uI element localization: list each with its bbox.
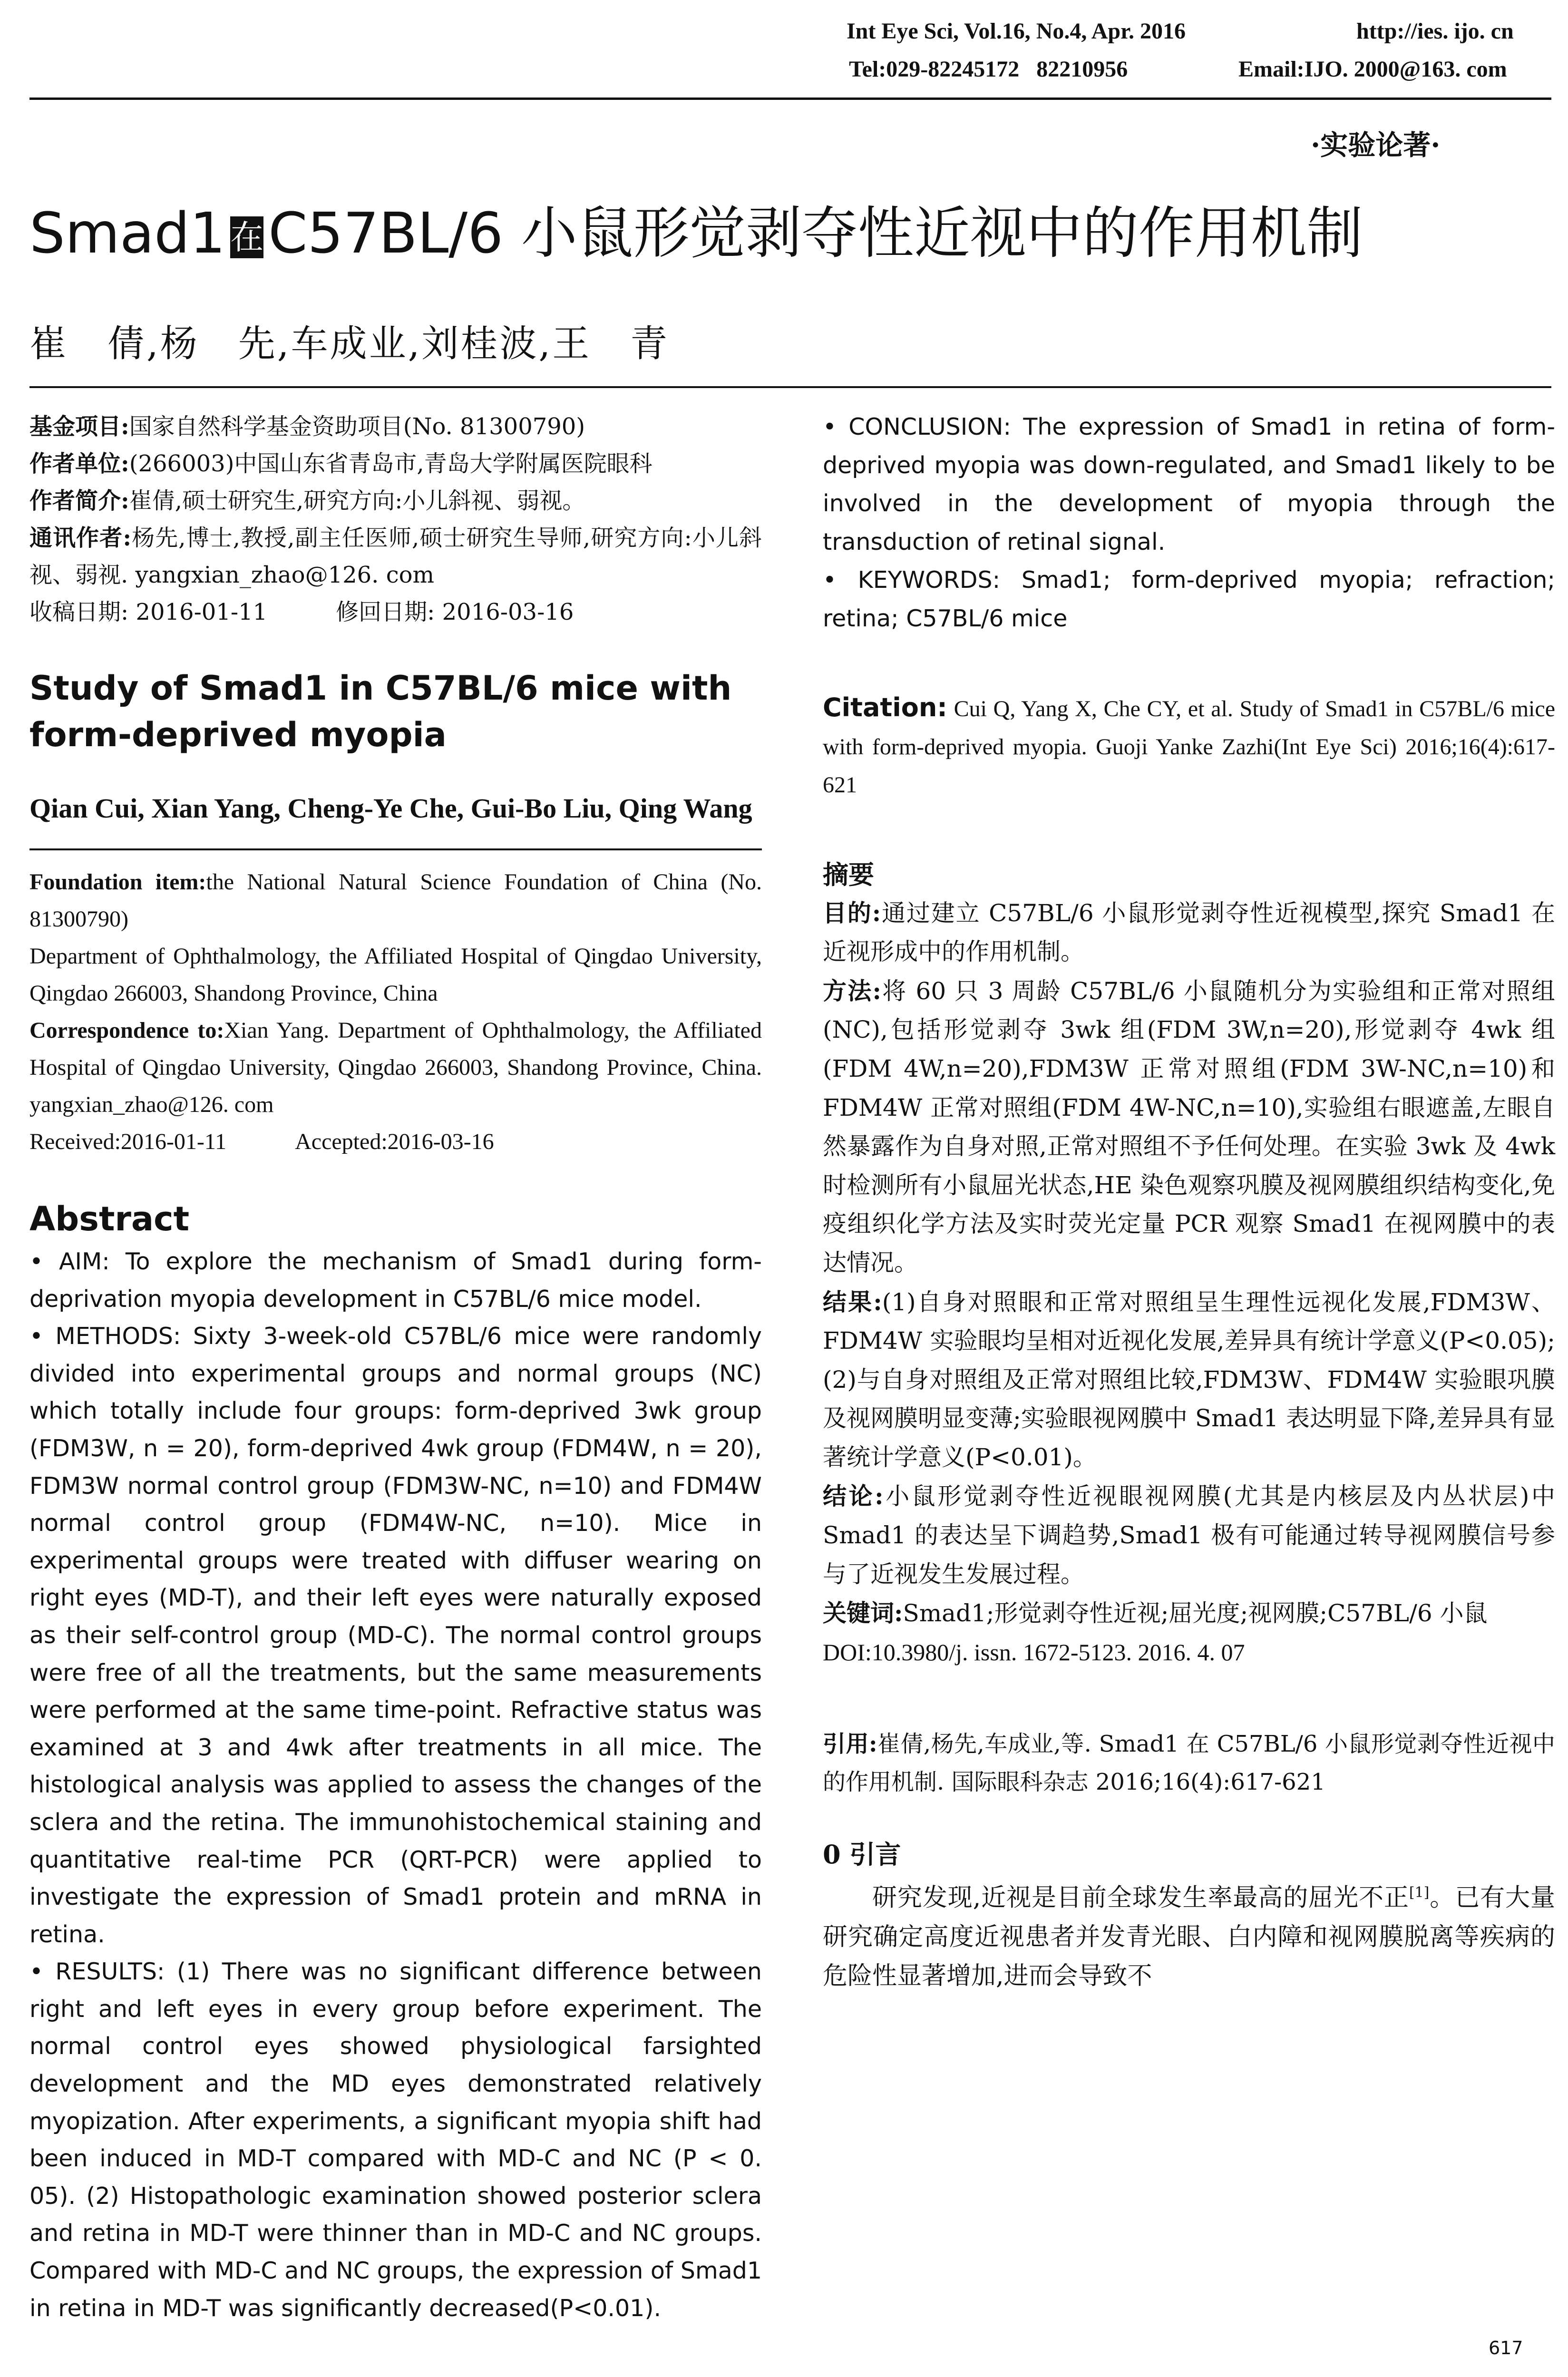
authors-rule — [29, 386, 1551, 388]
authors-cn: 崔 倩,杨 先,车成业,刘桂波,王 青 — [29, 322, 670, 365]
abstract-results: • RESULTS: (1) There was no significant difference between right and left eyes in every group before experiment. The normal control eyes showed physiological farsighted development and the MD eyes demonstrated relatively myopization. After experiments, a significant myopia shift had been induced in MD-T compared with MD-C and NC (P < 0. 05). (2) Histopathologic examination showed posterior sclera and retina in MD-T were thinner than in MD-C and NC groups. Compared with MD-C and NC groups, the expression of Smad1 in retina in MD-T was significantly decreased(P<0.01). — [29, 1958, 762, 2322]
abstract-body-left — [29, 1243, 762, 2327]
header-rule — [29, 97, 1551, 100]
cn-results: 结果:(1)自身对照眼和正常对照组呈生理性远视化发展,FDM3W、FDM4W 实验眼均呈相对近视化发展,差异具有统计学意义(P<0.05);(2)与自身对照组及正常对照组比较,FDM3W、FDM4W 实验眼巩膜及视网膜明显变薄;实验眼视网膜中 Smad1 表达明显下降,差异具有显著统计学意义(P<0.01)。 — [823, 1287, 1555, 1471]
article-title — [29, 200, 1363, 266]
abstract-heading: Abstract — [29, 1199, 190, 1238]
info-block-en — [29, 864, 762, 1160]
department-en: Department of Ophthalmology, the Affiliated Hospital of Qingdao University, Qingdao 266003, Shandong Province, China — [29, 944, 762, 1006]
journal-tel: Tel:029-82245172 82210956 — [849, 57, 1128, 82]
cn-citation: 引用:崔倩,杨先,车成业,等. Smad1 在 C57BL/6 小鼠形觉剥夺性近视中的作用机制. 国际眼科杂志 2016;16(4):617-621 — [823, 1731, 1555, 1796]
citation-en: Citation: Cui Q, Yang X, Che CY, et al. Study of Smad1 in C57BL/6 mice with form-deprived myopia. Guoji Yanke Zazhi(Int Eye Sci) 2016;16(4):617-621 — [823, 692, 1555, 798]
correspondence-en: Correspondence to:Xian Yang. Department of Ophthalmology, the Affiliated Hospital of Qingdao University, Qingdao 266003, Shandong Province, China. yangxian_zhao@126. com — [29, 1018, 762, 1117]
info-correspondence-cn: 通讯作者:杨先,博士,教授,副主任医师,硕士研究生导师,研究方向:小儿斜视、弱视. yangxian_zhao@126. com — [29, 525, 762, 588]
intro-body: 研究发现,近视是目前全球发生率最高的屈光不正[1]。已有大量研究确定高度近视患者并发青光眼、白内障和视网膜脱离等疾病的危险性显著增加,进而会导致不 — [823, 1883, 1555, 1990]
title-part2: C57BL/6 小鼠形觉剥夺性近视中的作用机制 — [268, 200, 1363, 266]
en-info-rule — [29, 848, 762, 850]
journal-url[interactable]: http://ies. ijo. cn — [1356, 19, 1514, 44]
info-block-cn — [29, 408, 762, 631]
intro-ref[interactable]: [1] — [1409, 1884, 1430, 1901]
abstract-conclusion: • CONCLUSION: The expression of Smad1 in retina of form-deprived myopia was down-regulated, and Smad1 likely to be involved in the development of myopia through the transduction of retinal signal. — [823, 413, 1556, 555]
cn-aim: 目的:通过建立 C57BL/6 小鼠形觉剥夺性近视模型,探究 Smad1 在近视形成中的作用机制。 — [823, 898, 1555, 966]
cn-doi[interactable]: DOI:10.3980/j. issn. 1672-5123. 2016. 4. 07 — [823, 1638, 1245, 1666]
cn-methods: 方法:将 60 只 3 周龄 C57BL/6 小鼠随机分为实验组和正常对照组(NC),包括形觉剥夺 3wk 组(FDM 3W,n=20),形觉剥夺 4wk 组(FDM 4W,n=20),FDM3W 正常对照组(FDM 3W-NC,n=10)和 FDM4W 正常对照组(FDM 4W-NC,n=10),实验组右眼遮盖,左眼自然暴露作为自身对照,正常对照组不予任何处理。在实验 3wk 及 4wk 时检测所有小鼠屈光状态,HE 染色观察巩膜及视网膜组织结构变化,免疫组织化学方法及实时荧光定量 PCR 观察 Smad1 在视网膜中的表达情况。 — [823, 976, 1555, 1276]
foundation-en: Foundation item:the National Natural Science Foundation of China (No. 81300790) — [29, 869, 762, 932]
english-authors: Qian Cui, Xian Yang, Cheng-Ye Che, Gui-Bo Liu, Qing Wang — [29, 793, 752, 824]
abstract-aim: • AIM: To explore the mechanism of Smad1 during form-deprivation myopia development in C57BL/6 mice model. — [29, 1248, 762, 1313]
abstract-keywords: • KEYWORDS: Smad1; form-deprived myopia; refraction; retina; C57BL/6 mice — [823, 566, 1555, 632]
column-gap — [794, 399, 795, 2302]
abstract-methods: • METHODS: Sixty 3-week-old C57BL/6 mice were randomly divided into experimental groups and normal groups (NC) which totally include four groups: form-deprived 3wk group (FDM3W, n = 20), form-deprived 4wk group (FDM4W, n = 20), FDM3W normal control group (FDM3W-NC, n=10) and FDM4W normal control group (FDM4W-NC, n=10). Mice in experimental groups were treated with diffuser wearing on right eyes (MD-T), and their left eyes were naturally exposed as their self-control group (MD-C). The normal control groups were free of all the treatments, but the same measurements were performed at the same time-point. Refractive status was examined at 3 and 4wk after treatments in all mice. The histological analysis was applied to assess the changes of the sclera and the retina. The immunohistochemical staining and quantitative real-time PCR (QRT-PCR) were applied to investigate the expression of Smad1 protein and mRNA in retina. — [29, 1323, 762, 1948]
info-dates-cn: 收稿日期: 2016-01-11 修回日期: 2016-03-16 — [29, 599, 574, 625]
left-column — [29, 408, 762, 2327]
title-box-char: 在 — [230, 216, 263, 258]
cn-keywords: 关键词:Smad1;形觉剥夺性近视;屈光度;视网膜;C57BL/6 小鼠 — [823, 1599, 1488, 1627]
title-part1: Smad1 — [29, 200, 226, 266]
intro-heading: 0 引言 — [823, 1839, 901, 1870]
cn-abstract-heading: 摘要 — [823, 859, 874, 890]
right-column — [823, 408, 1555, 1996]
english-title: Study of Smad1 in C57BL/6 mice with form-deprived myopia — [29, 669, 732, 754]
received-en: Received:2016-01-11 Accepted:2016-03-16 — [29, 1129, 494, 1154]
abstract-body-right — [823, 408, 1555, 638]
section-tag: ·实验论著· — [1311, 129, 1441, 161]
info-affiliation-cn: 作者单位:(266003)中国山东省青岛市,青岛大学附属医院眼科 — [29, 450, 653, 477]
info-foundation-cn: 基金项目:国家自然科学基金资助项目(No. 81300790) — [29, 413, 585, 440]
info-bio-cn: 作者简介:崔倩,硕士研究生,研究方向:小儿斜视、弱视。 — [29, 487, 585, 514]
journal-info: Int Eye Sci, Vol.16, No.4, Apr. 2016 — [847, 19, 1186, 44]
cn-abstract-body — [823, 894, 1555, 1672]
journal-email[interactable]: Email:IJO. 2000@163. com — [1238, 57, 1507, 82]
cn-conclusion: 结论:小鼠形觉剥夺性近视眼视网膜(尤其是内核层及内丛状层)中 Smad1 的表达呈下调趋势,Smad1 极有可能通过转导视网膜信号参与了近视发生发展过程。 — [823, 1482, 1555, 1588]
page-number: 617 — [1489, 2338, 1523, 2358]
